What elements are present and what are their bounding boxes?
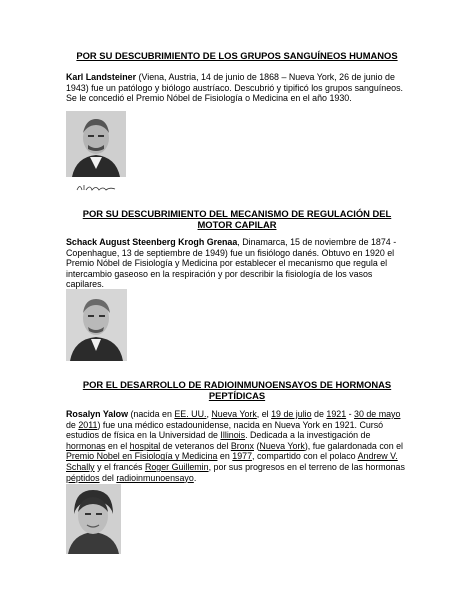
text-run: ) fue una médico estadounidense, nacida en Nueva York en 1921. Cursó estudios de física en la Universidad de [66,419,384,441]
text-run: - [346,409,355,419]
link-radioinmunoensayo[interactable]: radioinmunoensayo [116,472,194,483]
link-1977[interactable]: 1977 [232,451,253,462]
link-new-york[interactable]: Nueva York [211,409,257,419]
text-run: y el francés [94,461,145,472]
text-run: . [193,472,197,483]
section-heading-landsteiner: POR SU DESCUBRIMIENTO DE LOS GRUPOS SANGUÍNEOS HUMANOS [76,50,398,61]
text-run: (nacida en [128,409,175,419]
link-peptidos[interactable]: péptidos [66,472,100,483]
link-2011[interactable]: 2011 [78,419,98,430]
text-run: de veteranos del [160,440,231,451]
link-1921[interactable]: 1921 [326,409,347,419]
text-run: de [311,409,327,419]
link-roger-guillemin[interactable]: Roger Guillemin [144,461,209,472]
link-hospital[interactable]: hospital [129,440,161,451]
text-run: del [99,472,117,483]
paragraph-landsteiner [66,72,411,104]
name-krogh: Schack August Steenberg Krogh Grenaa [66,237,238,247]
paragraph-yalow [66,409,411,483]
link-19-july[interactable]: 19 de julio [271,409,312,419]
portrait-yalow [66,484,121,554]
section-heading-krogh-line1: POR SU DESCUBRIMIENTO DEL MECANISMO DE REGULACIÓN DEL [82,208,392,219]
text-run: ), fue galardonada con el [304,440,404,451]
text-run: , [206,409,212,419]
portrait-landsteiner [66,111,126,177]
section-heading-krogh [66,208,408,230]
portrait-krogh [66,289,127,361]
signature-image [76,179,116,189]
link-hormonas[interactable]: hormonas [66,440,106,451]
link-30-may[interactable]: 30 de mayo [354,409,401,419]
link-illinois[interactable]: Illinois [220,430,246,441]
text-run: , compartido con el polaco [252,451,358,462]
section-heading-krogh-line2: MOTOR CAPILAR [197,219,277,230]
text-run: ( [254,440,260,451]
text-run: , por sus progresos en el terreno de las hormonas [208,461,405,472]
section-heading-yalow [66,379,408,401]
name-yalow: Rosalyn Yalow [66,409,128,419]
bio-landsteiner: (Viena, Austria, 14 de junio de 1868 – Nueva York, 26 de junio de 1943) fue un patólogo y biólogo austríaco. Descubrió y tipificó los grupos sanguíneos. Se le concedió el Premio Nóbel de Fisiología o Medicina en el año 1930. [66,72,403,104]
section-heading-yalow-line1: POR EL DESARROLLO DE RADIOINMUNOENSAYOS DE HORMONAS [82,379,392,390]
text-run: , el [256,409,272,419]
paragraph-krogh [66,237,411,290]
text-run: en [217,451,233,462]
link-usa[interactable]: EE. UU. [174,409,207,419]
link-premio-nobel[interactable]: Premio Nobel en Fisiología y Medicina [66,451,218,462]
text-run: en el [105,440,130,451]
link-bronx[interactable]: Bronx [230,440,254,451]
link-andrew-schally[interactable]: Andrew V. Schally [66,451,398,472]
section-heading-yalow-line2: PEPTÍDICAS [208,390,266,401]
link-nueva-york[interactable]: Nueva York [259,440,305,451]
text-run: de [66,419,79,430]
text-run: . Dedicada a la investigación de [245,430,371,441]
name-landsteiner: Karl Landsteiner [66,72,137,82]
bio-krogh: , Dinamarca, 15 de noviembre de 1874 - Copenhague, 13 de septiembre de 1949) fue un fisiólogo danés. Obtuvo en 1920 el Premio Nóbel de Fisiología y Medicina por establecer el mecanismo que regula el intercambio gaseoso en la respiración y por describir la fisiología de los vasos capilares. [66,237,397,290]
